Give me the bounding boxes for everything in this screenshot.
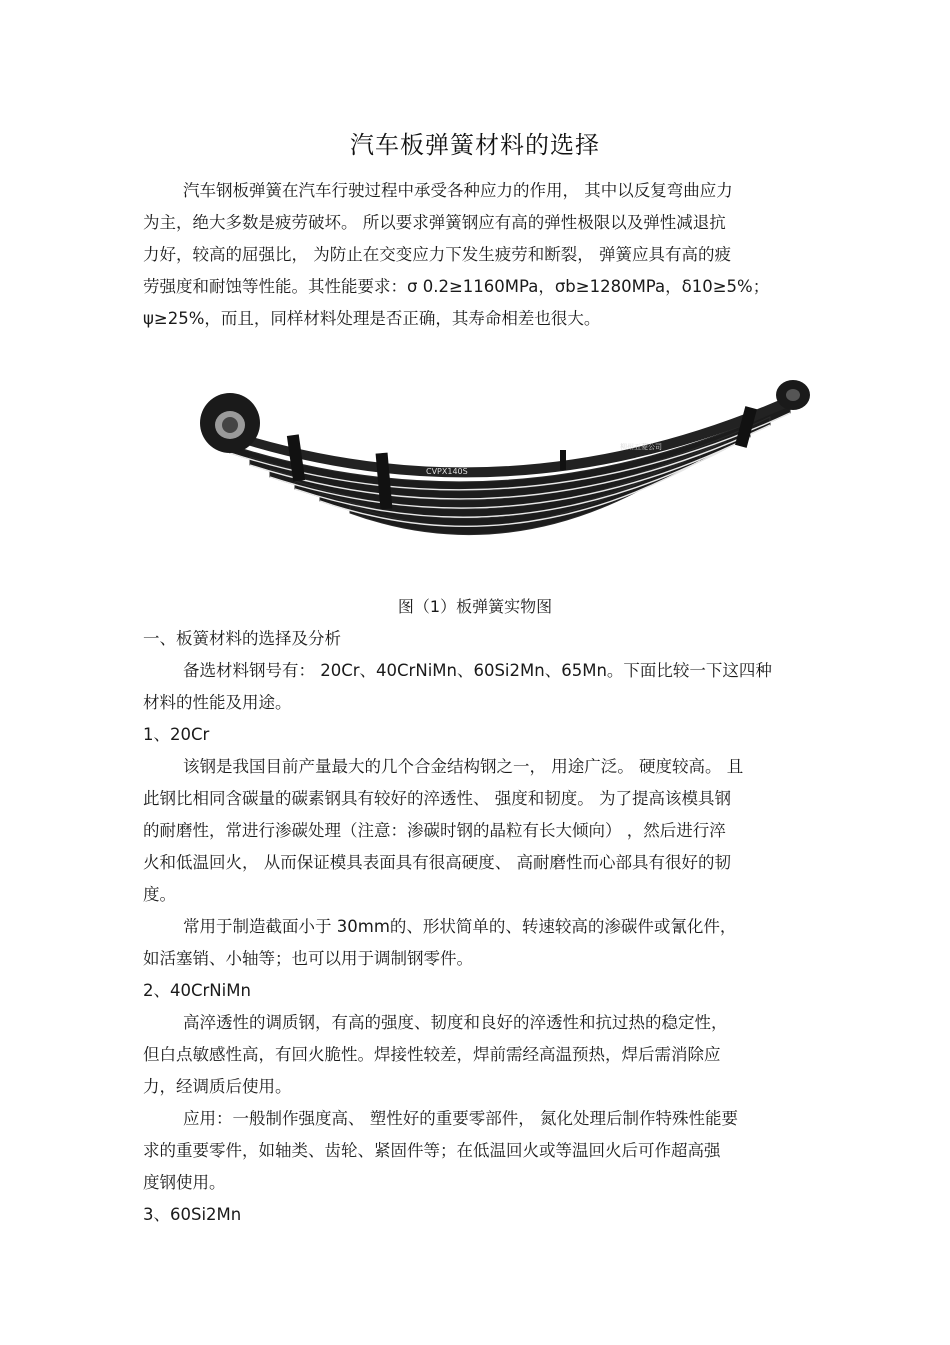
paragraph-line: 应用：一般制作强度高、 塑性好的重要零部件， 氮化处理后制作特殊性能要 (183, 1109, 738, 1128)
intro-line: 为主，绝大多数是疲劳破坏。 所以要求弹簧钢应有高的弹性极限以及弹性减退抗 (143, 213, 726, 232)
figure-caption: 图（1）板弹簧实物图 (397, 597, 553, 616)
intro-line: 力好，较高的屈强比， 为防止在交变应力下发生疲劳和断裂， 弹簧应具有高的疲 (143, 245, 731, 264)
page-title: 汽车板弹簧材料的选择 (350, 131, 600, 159)
paragraph-line: 材料的性能及用途。 (143, 693, 292, 712)
paragraph-line: 常用于制造截面小于 30mm的、形状简单的、转速较高的渗碳件或氰化件， (183, 917, 737, 936)
paragraph-line: 如活塞销、小轴等；也可以用于调制钢零件。 (143, 949, 473, 968)
paragraph-line: 备选材料钢号有： 20Cr、40CrNiMn、60Si2Mn、65Mn。下面比较一下这四种 (183, 661, 772, 680)
intro-line: ψ≥25%，而且，同样材料处理是否正确，其寿命相差也很大。 (143, 309, 601, 328)
paragraph-line: 火和低温回火， 从而保证模具表面具有很高硬度、 高耐磨性而心部具有很好的韧 (143, 853, 731, 872)
intro-line: 劳强度和耐蚀等性能。其性能要求：σ 0.2≥1160MPa，σb≥1280MPa，δ10≥5%； (143, 277, 770, 296)
item-heading: 3、60Si2Mn (143, 1205, 242, 1224)
section-heading: 一、板簧材料的选择及分析 (143, 629, 341, 648)
paragraph-line: 该钢是我国目前产量最大的几个合金结构钢之一， 用途广泛。 硬度较高。 且 (183, 757, 744, 776)
spring-model-label: CVPX140S (426, 467, 468, 476)
paragraph-line: 高淬透性的调质钢，有高的强度、韧度和良好的淬透性和抗过热的稳定性， (183, 1013, 728, 1032)
paragraph-line: 度钢使用。 (143, 1173, 226, 1192)
paragraph-line: 求的重要零件，如轴类、齿轮、紧固件等；在低温回火或等温回火后可作超高强 (143, 1141, 721, 1160)
item-heading: 2、40CrNiMn (143, 981, 251, 1000)
spring-maker-label: 柳州五菱公司 (620, 443, 662, 451)
paragraph-line: 度。 (143, 885, 176, 904)
paragraph-line: 此钢比相同含碳量的碳素钢具有较好的淬透性、 强度和韧度。 为了提高该模具钢 (143, 789, 731, 808)
paragraph-line: 的耐磨性，常进行渗碳处理（注意：渗碳时钢的晶粒有长大倾向） ，然后进行淬 (143, 821, 726, 840)
paragraph-line: 但白点敏感性高，有回火脆性。焊接性较差，焊前需经高温预热，焊后需消除应 (143, 1045, 721, 1064)
intro-line: 汽车钢板弹簧在汽车行驶过程中承受各种应力的作用， 其中以反复弯曲应力 (183, 181, 733, 200)
leaf-spring-image (190, 365, 830, 545)
paragraph-line: 力，经调质后使用。 (143, 1077, 292, 1096)
item-heading: 1、20Cr (143, 725, 210, 744)
